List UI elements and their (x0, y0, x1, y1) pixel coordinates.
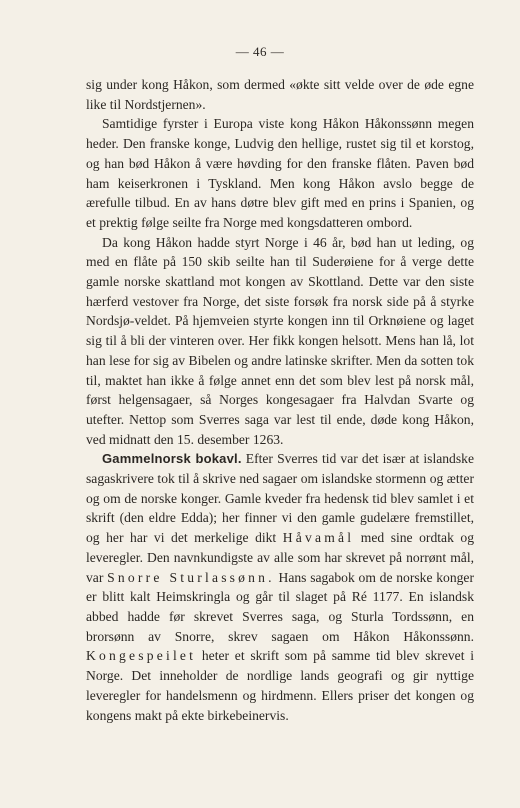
paragraph-2: Samtidige fyrster i Europa viste kong Håkon Håkonssønn megen heder. Den franske konge, Ludvig den hellige, rustet sig til et korstog, og han bød Håkon å være høvding for den franske flåten. Paven bød ham keiserkronen i Tyskland. Men kong Håkon avslo begge de ærefulle tilbud. En av hans døtre blev gift med en prins i Spanien, og et prektig følge seilte fra Norge med kongsdatteren ombord. (86, 116, 474, 230)
spaced-title-kongespeilet: Kongespeilet (86, 648, 197, 664)
section-text-2: med sine ordtak og leveregler. Den navnkundigste av alle som har skrevet på norrønt mål, var (86, 530, 474, 585)
section-heading: Gammelnorsk bokavl. (102, 451, 242, 467)
spaced-title-havamal: Håvamål (282, 530, 355, 546)
section-text-3: Hans sagabok om de norske konger er blitt kalt Heimskringla og går til slaget på Ré 1177. En islandsk abbed hadde før skrevet Sverres saga, og Sturla Tordssønn, en brorsønn av Snorre, skrev sagaen om Håkon Håkonssønn. (86, 569, 474, 644)
body-text (86, 75, 474, 725)
page-number: — 46 — (235, 44, 285, 59)
spaced-name-snorre: Snorre Sturlassønn. (107, 569, 275, 585)
paragraph-1: sig under kong Håkon, som dermed «økte sitt velde over de øde egne like til Nordstjernen». (86, 77, 474, 112)
section-paragraph (86, 449, 474, 725)
paragraph-3: Da kong Håkon hadde styrt Norge i 46 år, bød han ut leding, og med en flåte på 150 skib seilte han til Suderøiene for å verge dette gamle norske skattland mot kongen av Skottland. Dette var den siste hærferd vestover fra Norge, det siste forsøk fra norsk side på å styrke Nordsjø-veldet. På hjemveien styrte kongen inn til Orknøiene og laget sig til å bli der vinteren over. Her fikk kongen helsott. Mens han lå, lot han lese for sig av Bibelen og andre latinske skrifter. Men da sotten tok til, maktet han ikke å følge annet enn det som blev lest på norsk mål, først helgensagaer, så Norges kongesagaer fra Halvdan Svarte og utefter. Nettop som Sverres saga var lest til ende, døde kong Håkon, ved midnatt den 15. desember 1263. (86, 234, 474, 447)
section-text-4: heter et skrift som på samme tid blev skrevet i Norge. Det inneholder de nordlige lands geografi og gir nyttige leveregler for handelsmenn og hirdmenn. Ellers priser det kongen og kongens makt på ekte birkebeinervis. (86, 648, 474, 723)
section-text-1: Efter Sverres tid var det især at islandske sagaskrivere tok til å skrive ned sagaer om islandske stormenn og ætter og om de norske konger. Gamle kveder fra hedensk tid blev samlet i et skrift (den eldre Edda); her finner vi den gamle gudelære fremstillet, og her har vi det merkelige dikt (86, 451, 474, 546)
